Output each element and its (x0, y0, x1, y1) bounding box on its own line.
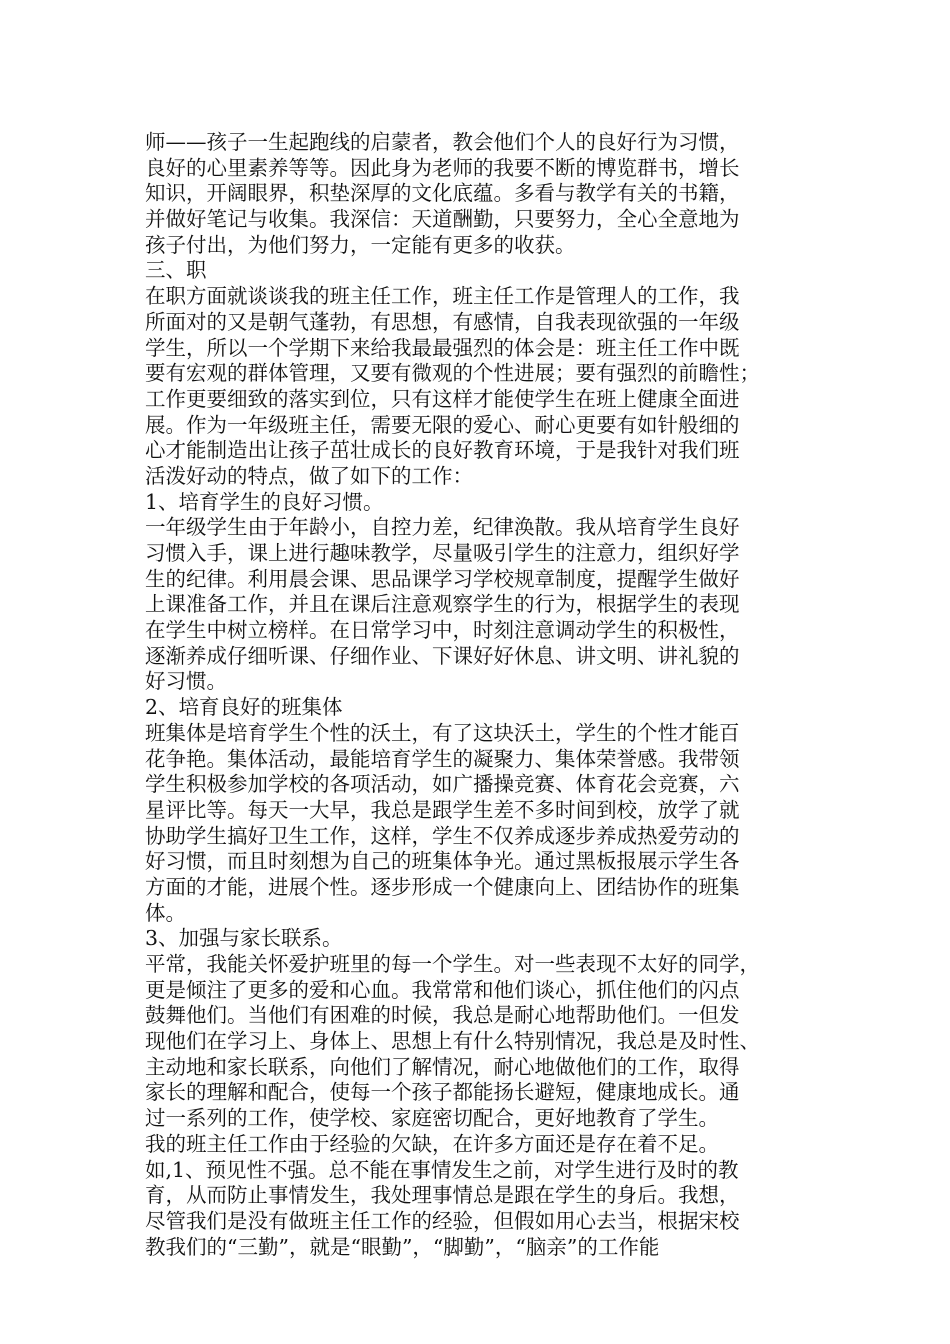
text-line: 展。作为一年级班主任，需要无限的爱心、耐心更要有如针般细的 (145, 412, 740, 437)
text-line: 教我们的“三勤”，就是“眼勤”，“脚勤”，“脑亲”的工作能 (145, 1234, 660, 1259)
text-line: 家长的理解和配合，使每一个孩子都能扬长避短，健康地成长。通 (145, 1080, 740, 1105)
text-line: 生的纪律。利用晨会课、思品课学习学校规章制度，提醒学生做好 (145, 566, 740, 591)
text-line: 好习惯。 (145, 669, 227, 694)
text-line: 方面的才能，进展个性。逐步形成一个健康向上、团结协作的班集 (145, 874, 740, 899)
text-line: 星评比等。每天一大早，我总是跟学生差不多时间到校，放学了就 (145, 797, 740, 822)
text-line: 学生，所以一个学期下来给我最最强烈的体会是：班主任工作中既 (145, 335, 740, 360)
text-line: 花争艳。集体活动，最能培育学生的凝聚力、集体荣誉感。我带领 (145, 746, 740, 771)
document-body (145, 130, 815, 1260)
text-line: 知识，开阔眼界，积垫深厚的文化底蕴。多看与教学有关的书籍， (145, 181, 740, 206)
text-line: 现他们在学习上、身体上、思想上有什么特别情况，我总是及时性、 (145, 1029, 760, 1054)
text-line: 平常，我能关怀爱护班里的每一个学生。对一些表现不太好的同学， (145, 952, 760, 976)
subsection-heading: 3、加强与家长联系。 (145, 926, 343, 951)
text-line: 一年级学生由于年龄小，自控力差，纪律涣散。我从培育学生良好 (145, 515, 740, 540)
text-line: 鼓舞他们。当他们有困难的时候，我总是耐心地帮助他们。一但发 (145, 1003, 740, 1028)
text-line: 并做好笔记与收集。我深信：天道酬勤，只要努力，全心全意地为 (145, 207, 740, 232)
text-line: 活泼好动的特点，做了如下的工作： (145, 463, 473, 488)
text-line: 在职方面就谈谈我的班主任工作，班主任工作是管理人的工作，我 (145, 284, 740, 309)
text-line: 班集体是培育学生个性的沃土，有了这块沃土，学生的个性才能百 (145, 720, 740, 745)
subsection-heading: 1、培育学生的良好习惯。 (145, 489, 384, 514)
text-line: 逐渐养成仔细听课、仔细作业、下课好好休息、讲文明、讲礼貌的 (145, 643, 740, 668)
text-line: 主动地和家长联系，向他们了解情况，耐心地做他们的工作，取得 (145, 1054, 740, 1079)
subsection-heading: 2、培育良好的班集体 (145, 695, 343, 720)
text-line: 如,1、预见性不强。总不能在事情发生之前，对学生进行及时的教 (145, 1157, 739, 1182)
text-line: 所面对的又是朝气蓬勃，有思想，有感情，自我表现欲强的一年级 (145, 309, 740, 334)
section-heading: 三、职 (145, 258, 207, 283)
text-line: 我的班主任工作由于经验的欠缺，在许多方面还是存在着不足。 (145, 1131, 719, 1156)
text-line: 心才能制造出让孩子茁壮成长的良好教育环境，于是我针对我们班 (145, 438, 740, 463)
text-line: 良好的心里素养等等。因此身为老师的我要不断的博览群书，增长 (145, 155, 740, 180)
text-line: 上课准备工作，并且在课后注意观察学生的行为，根据学生的表现 (145, 592, 740, 617)
text-line: 更是倾注了更多的爱和心血。我常常和他们谈心，抓住他们的闪点 (145, 977, 740, 1002)
text-line: 好习惯，而且时刻想为自己的班集体争光。通过黑板报展示学生各 (145, 849, 740, 874)
text-line: 育，从而防止事情发生，我处理事情总是跟在学生的身后。我想， (145, 1183, 740, 1208)
text-line: 要有宏观的群体管理，又要有微观的个性进展；要有强烈的前瞻性； (145, 361, 760, 386)
text-line: 学生积极参加学校的各项活动，如广播操竞赛、体育花会竞赛，六 (145, 772, 740, 797)
text-line: 协助学生搞好卫生工作，这样，学生不仅养成逐步养成热爱劳动的 (145, 823, 740, 848)
text-line: 习惯入手，课上进行趣味教学，尽量吸引学生的注意力，组织好学 (145, 541, 740, 565)
text-line: 工作更要细致的落实到位，只有这样才能使学生在班上健康全面进 (145, 386, 740, 411)
text-line: 体。 (145, 900, 186, 925)
text-line: 过一系列的工作，使学校、家庭密切配合，更好地教育了学生。 (145, 1106, 719, 1131)
text-line: 在学生中树立榜样。在日常学习中，时刻注意调动学生的积极性， (145, 618, 740, 643)
text-line: 师——孩子一生起跑线的启蒙者，教会他们个人的良好行为习惯， (145, 130, 740, 154)
text-line: 孩子付出，为他们努力，一定能有更多的收获。 (145, 232, 576, 257)
text-line: 尽管我们是没有做班主任工作的经验，但假如用心去当，根据宋校 (145, 1208, 740, 1233)
